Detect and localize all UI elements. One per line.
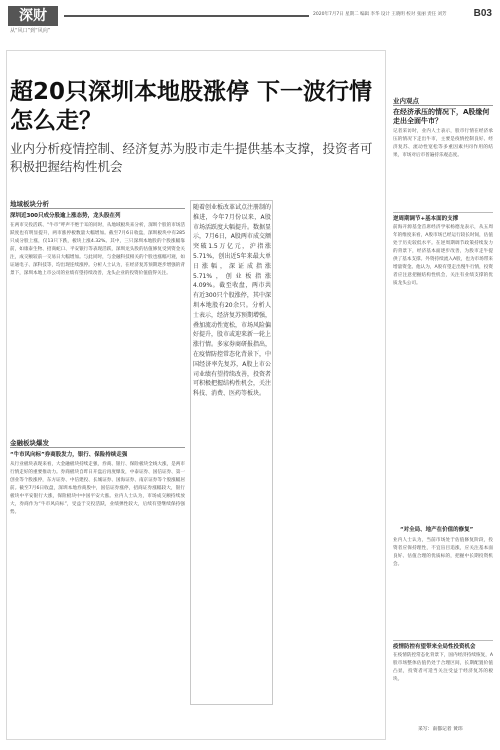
right-body-4: 在疫情防控常态化背景下，国内经济持续恢复，A股市场整体估值仍处于合理区间，长期配置价值凸显，投资者可适当关注受益于经济复苏的板块。 — [393, 653, 493, 682]
col1-body: 在两市交投活跃、“牛市”呼声不绝于耳的同时，从地域板块来分析，深圳个股的市场活跃度也有明显提升，两市涨停板数量大幅增加。截至7月6日收盘，深圳板块中有285只成分股上涨，仅13只下跌，板块上涨4.32%。其中，三只深圳本地股的个股涨幅靠前，如康泰生物、招商蛇口、平安银行等表现活跃，深圳龙头股的估值修复受到资金关注，成交额较前一交易日大幅增加。与此同时，与金融科技相关的个股也涨幅可观，如证通电子、深科技等，均出现连续涨停。分析人士认为，在经济复苏预期逐步增强的背景下，深圳本地上市公司的业绩有望持续改善，龙头企业的投资价值值得关注。 — [10, 223, 185, 276]
col1-title-rule — [10, 208, 185, 209]
col1-subtitle: 深圳近300只成分股逾上涨态势，龙头股在列 — [10, 213, 121, 219]
col1-section2-title: 金融板块爆发 — [10, 439, 49, 447]
right-headline: 在经济承压的情况下，A股缘何走出全面牛市？ — [393, 108, 490, 125]
headline: 超20只深圳本地股涨停 下一波行情怎么走？ — [10, 79, 373, 134]
right-section-label: 业内观点 — [393, 97, 419, 105]
byline: 采写：南都记者 黄玮 — [418, 727, 463, 732]
col1-section2-subtitle: “牛市风向标”券商股发力，银行、保险持续走强 — [10, 452, 128, 458]
masthead — [8, 6, 492, 34]
right-body-2: 前海开源基金首席经济学家杨德龙表示，从五周年的维度来看，A股市场已经运行较长时间，估值处于历史较低水平。在逆周期调节政策持续发力的背景下，经济基本面逐步改善，为股市走牛提供了基本支撑。外资持续流入A股，也为市场带来增量资金。他认为，A股有望走出慢牛行情，投资者应注意把握结构性机会，关注有业绩支撑的优质龙头公司。 — [393, 225, 493, 286]
col1-section2-body: 从行业板块表现来看，大金融板块持续走强，券商、银行、保险板块全线大涨，是两市行情走好的重要推动力。券商板块自昨日开盘后再度爆发，中泰证券、国信证券、第一创业等个股涨停，东方证券、中信建投、长城证券、国海证券、南京证券等个股涨幅居前。截至7月6日收盘，深圳本地券商股中，国信证券涨停，招商证券涨幅较大，银行板块中平安银行大涨，保险板块中中国平安大涨。业内人士认为，市场成交额持续放大，券商作为“牛市风向标”，受益于交投活跃，业绩弹性较大，后续有望继续保持强势。 — [10, 462, 185, 515]
right-subtitle-1: 逆周期调节+基本面的支撑 — [393, 212, 493, 222]
dateline: 2020年7月7日 星期二 编辑 李华 设计 王晓明 校对 张丽 责任 刘芳 — [313, 12, 447, 17]
page-number: B03 — [473, 8, 492, 19]
right-section-rule — [393, 105, 493, 106]
right-body-3: 业内人士认为，当前市场处于估值修复阶段，投资者应保持理性，不宜盲目追涨，应关注基本面良好、估值合理的优质标的，把握中长期投资机会。 — [393, 538, 493, 567]
subhead: 业内分析疫情控制、经济复苏为股市走牛提供基本支撑，投资者可积极把握结构性机会 — [10, 141, 373, 174]
sidebar-body: 随着创业板改革试点注册制的推进，今年7月份以来，A股市场活跃度大幅提升。数据显示，7月6日，A股两市成交额突破1.5万亿元，沪指涨5.71%，创出近5年来最大单日涨幅，深证成指涨5.71%，创业板指涨4.09%。截至收盘，两市共有近300只个股涨停，其中深圳本地股有20余只。分析人士表示，经济复苏预期增强，叠加流动性宽松，市场风险偏好提升，股市或迎来新一轮上涨行情。多家券商研报指出，在疫情防控常态化背景下，中国经济率先复苏，A股上市公司业绩有望持续改善，投资者可积极把握结构性机会，关注科技、消费、医药等板块。 — [193, 204, 271, 398]
right-quote-title: “对全局、地产在价值的修复” — [400, 527, 474, 533]
section-logo: 深财 — [8, 6, 58, 26]
right-subtitle-3: 疫情防控有望带来全局性投资机会 — [393, 640, 493, 650]
col1-section2-rule — [10, 447, 185, 448]
col1-title: 地域板块分析 — [10, 200, 49, 208]
section-tagline: 从“风口”到“风向” — [10, 28, 51, 34]
masthead-rule — [64, 15, 309, 17]
right-body-1: 记者采访时，业内人士表示，股市行情在经济承压的情况下走出牛市，主要是疫情控制良好、经济复苏、流动性宽松等多重因素共同作用的结果，市场对后市普遍持乐观态度。 — [393, 129, 493, 158]
